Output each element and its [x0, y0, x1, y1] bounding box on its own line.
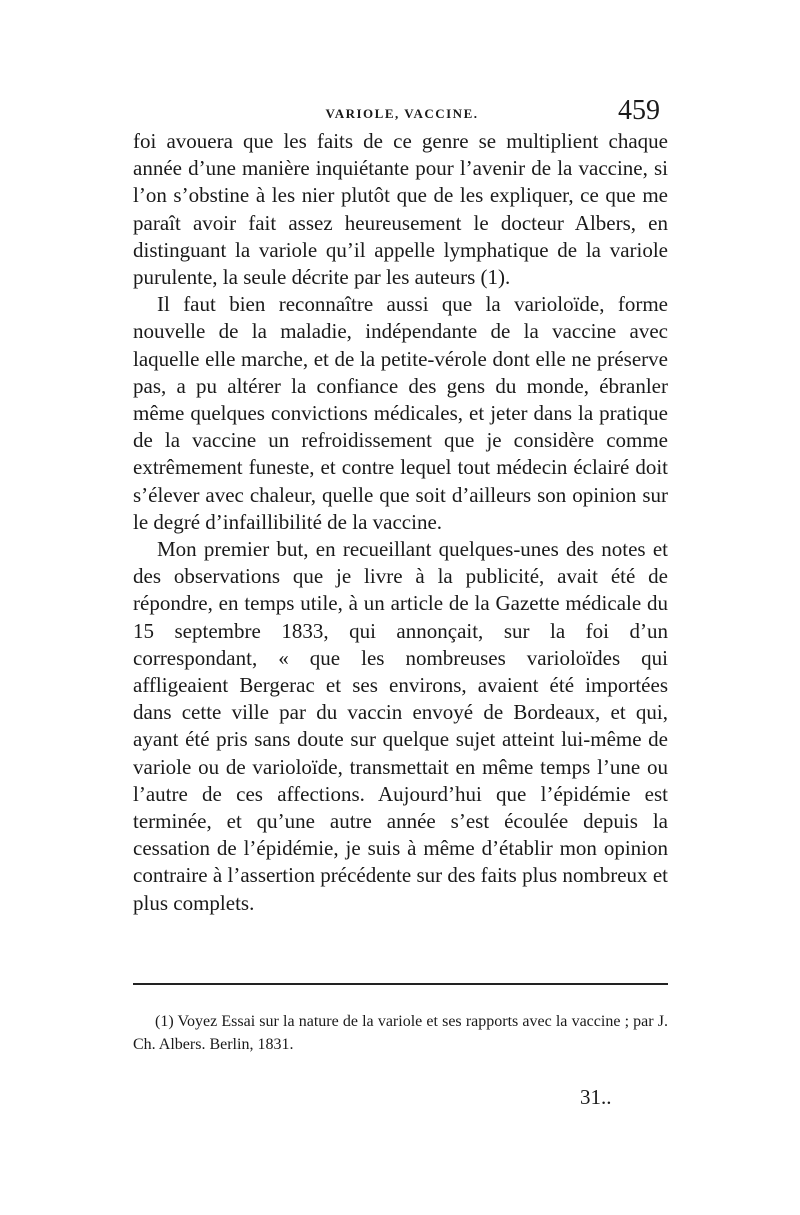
- footnote-text: (1) Voyez Essai sur la nature de la variole et ses rapports avec la vaccine ; par J. Ch. Albers. Berlin, 1831.: [133, 1013, 668, 1053]
- running-title: VARIOLE, VACCINE.: [325, 106, 479, 121]
- signature-mark: 31..: [580, 1085, 612, 1109]
- paragraph-3: Mon premier but, en recueillant quelques-unes des notes et des observations que je livre à la publicité, avait été de répondre, en temps utile, à un article de la Gazette médicale du 15 septembre 1833, qui annonçait, sur la foi d’un correspondant, « que les nombreuses varioloïdes qui affligeaient Bergerac et ses environs, avaient été importées dans cette ville par du vaccin envoyé de Bordeaux, et qui, ayant été pris sans doute sur quelque sujet atteint lui-même de variole ou de varioloïde, transmettait en même temps l’une ou l’autre de ces affections. Aujourd’hui que l’épidémie est terminée, et qu’une autre année s’est écoulée depuis la cessation de l’épidémie, je suis à même d’établir mon opinion contraire à l’assertion précédente sur des faits plus nombreux et plus complets.: [133, 537, 668, 915]
- page-number: 459: [618, 95, 660, 126]
- page-header: [0, 95, 800, 128]
- paragraph-2: Il faut bien reconnaître aussi que la varioloïde, forme nouvelle de la maladie, indépendante de la vaccine avec laquelle elle marche, et de la petite-vérole dont elle ne préserve pas, a pu altérer la confiance des gens du monde, ébranler même quelques convictions médicales, et jeter dans la pratique de la vaccine un refroidissement que je considère comme extrêmement funeste, et contre lequel tout médecin éclairé doit s’élever avec chaleur, quelle que soit d’ailleurs son opinion sur le degré d’infaillibilité de la vaccine.: [133, 292, 668, 534]
- footnote-separator: [133, 983, 668, 985]
- body-text: [133, 128, 668, 917]
- footnote: [133, 1010, 668, 1056]
- paragraph-1: foi avouera que les faits de ce genre se multiplient chaque année d’une manière inquiétante pour l’avenir de la vaccine, si l’on s’obstine à les nier plutôt que de les expliquer, ce que me paraît avoir fait assez heureusement le docteur Albers, en distinguant la variole qu’il appelle lymphatique de la variole purulente, la seule décrite par les auteurs (1).: [133, 129, 668, 290]
